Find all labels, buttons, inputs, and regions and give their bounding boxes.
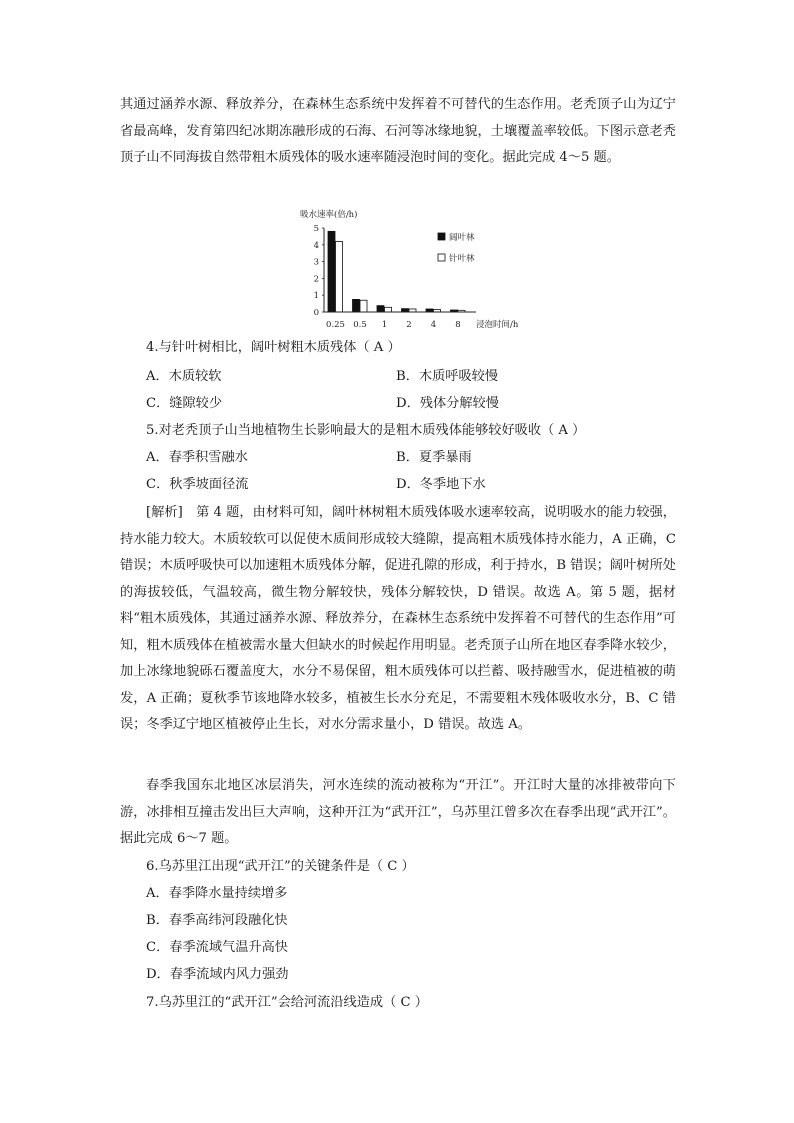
bar-conifer [385, 307, 392, 312]
q5-option-b: B．夏季暴雨 [396, 450, 472, 465]
legend-label-broadleaf: 阔叶林 [449, 233, 475, 243]
q4-option-b: B．木质呼吸较慢 [396, 369, 499, 384]
y-tick-label: 2 [313, 274, 319, 285]
y-tick-labels [314, 224, 324, 318]
legend-swatch-broadleaf [438, 233, 445, 240]
chart-bars [328, 231, 465, 312]
x-tick-labels [326, 320, 461, 330]
q4-option-a: A．木质较软 [146, 369, 222, 384]
bar-conifer [360, 300, 367, 312]
q4-option-d: D．残体分解较慢 [396, 396, 499, 411]
q6-option-d: D．春季流域内风力强劲 [146, 967, 289, 982]
x-tick-label: 0.25 [326, 320, 345, 330]
bar-conifer [336, 241, 343, 312]
x-tick-label: 1 [381, 320, 388, 330]
question-6-stem: 6.乌苏里江出现“武开江”的关键条件是（ C ） [146, 859, 415, 874]
q6-option-b: B．春季高纬河段融化快 [146, 913, 288, 928]
q5-option-a: A．春季积雪融水 [146, 450, 248, 465]
y-tick-label: 3 [313, 257, 319, 268]
legend-label-conifer: 针叶林 [449, 254, 475, 264]
q5-option-c: C．秋季坡面径流 [146, 477, 249, 492]
x-tick-label: 8 [455, 320, 461, 330]
question-5-stem: 5.对老秃顶子山当地植物生长影响最大的是粗木质残体能够较好吸收（ A ） [146, 423, 586, 438]
q5-option-d: D．冬季地下水 [396, 477, 486, 492]
bar-broadleaf [353, 299, 360, 312]
q6-option-a: A．春季降水量持续增多 [146, 886, 288, 901]
q4-option-c: C．缝隙较少 [146, 396, 223, 411]
analysis-paragraph: [解析] 第 4 题，由材料可知，阔叶林树粗木质残体吸水速率较高，说明吸水的能力较强，持水能力较大。木质较软可以促使木质间形成较大缝隙，提高粗木质残体持水能力，A 正确，C 错误；木质呼吸快可以加速粗木质残体分解，促进孔隙的形成，利于持水，B 错误；阔叶树所处的海拔较低，气温较高，微生物分解较快，残体分解较快，D 错误。故选 A。第 5 题，据材料“粗木质残体，其通过涵养水源、释放养分，在森林生态系统中发挥着不可替代的生态作用”可知，粗木质残体在植被需水量大但缺水的时候起作用明显。老秃顶子山所在地区春季降水较少，加上冰缘地貌砾石覆盖度大，水分不易保留，粗木质残体可以拦蓄、吸持融雪水，促进植被的萌发，A 正确；夏秋季节该地降水较多，植被生长水分充足，不需要粗木残体吸收水分，B、C 错误；冬季辽宁地区植被停止生长，对水分需求量小，D 错误。故选 A。 [120, 505, 676, 732]
bar-broadleaf [402, 309, 409, 312]
legend-swatch-conifer [438, 254, 445, 261]
question-7-stem: 7.乌苏里江的“武开江”会给河流沿线造成（ C ） [146, 995, 428, 1010]
y-tick-label: 1 [313, 291, 319, 302]
intro-paragraph-2: 春季我国东北地区冰层消失，河水连续的流动被称为“开江”。开江时大量的冰排被带向下游，冰排相互撞击发出巨大声响，这种开江为“武开江”，乌苏里江曾多次在春季出现“武开江”。据此完成 6～7 题。 [120, 778, 676, 846]
chart-legend [438, 232, 475, 264]
q6-option-c: C．春季流域气温升高快 [146, 940, 288, 955]
bar-broadleaf [377, 306, 384, 312]
x-tick-label: 2 [406, 320, 412, 330]
x-tick-label: 4 [430, 320, 437, 330]
x-tick-label: 0.5 [353, 320, 367, 330]
question-4-stem: 4.与针叶树相比，阔叶树粗木质残体（ A ） [146, 340, 401, 355]
chart-ylabel: 吸水速率(倍/h) [300, 210, 358, 220]
intro-paragraph: 其通过涵养水源、释放养分，在森林生态系统中发挥着不可替代的生态作用。老秃顶子山为辽宁省最高峰，发育第四纪冰期冻融形成的石海、石河等冰缘地貌，土壤覆盖率较低。下图示意老秃顶子山不同海拔自然带粗木质残体的吸水速率随浸泡时间的变化。据此完成 4～5 题。 [120, 97, 676, 165]
bar-broadleaf [328, 231, 335, 312]
chart-xlabel: 浸泡时间/h [476, 320, 519, 330]
water-absorption-chart [290, 206, 530, 334]
y-tick-label: 5 [313, 224, 319, 234]
y-tick-label: 0 [313, 308, 319, 318]
y-tick-label: 4 [313, 240, 319, 251]
